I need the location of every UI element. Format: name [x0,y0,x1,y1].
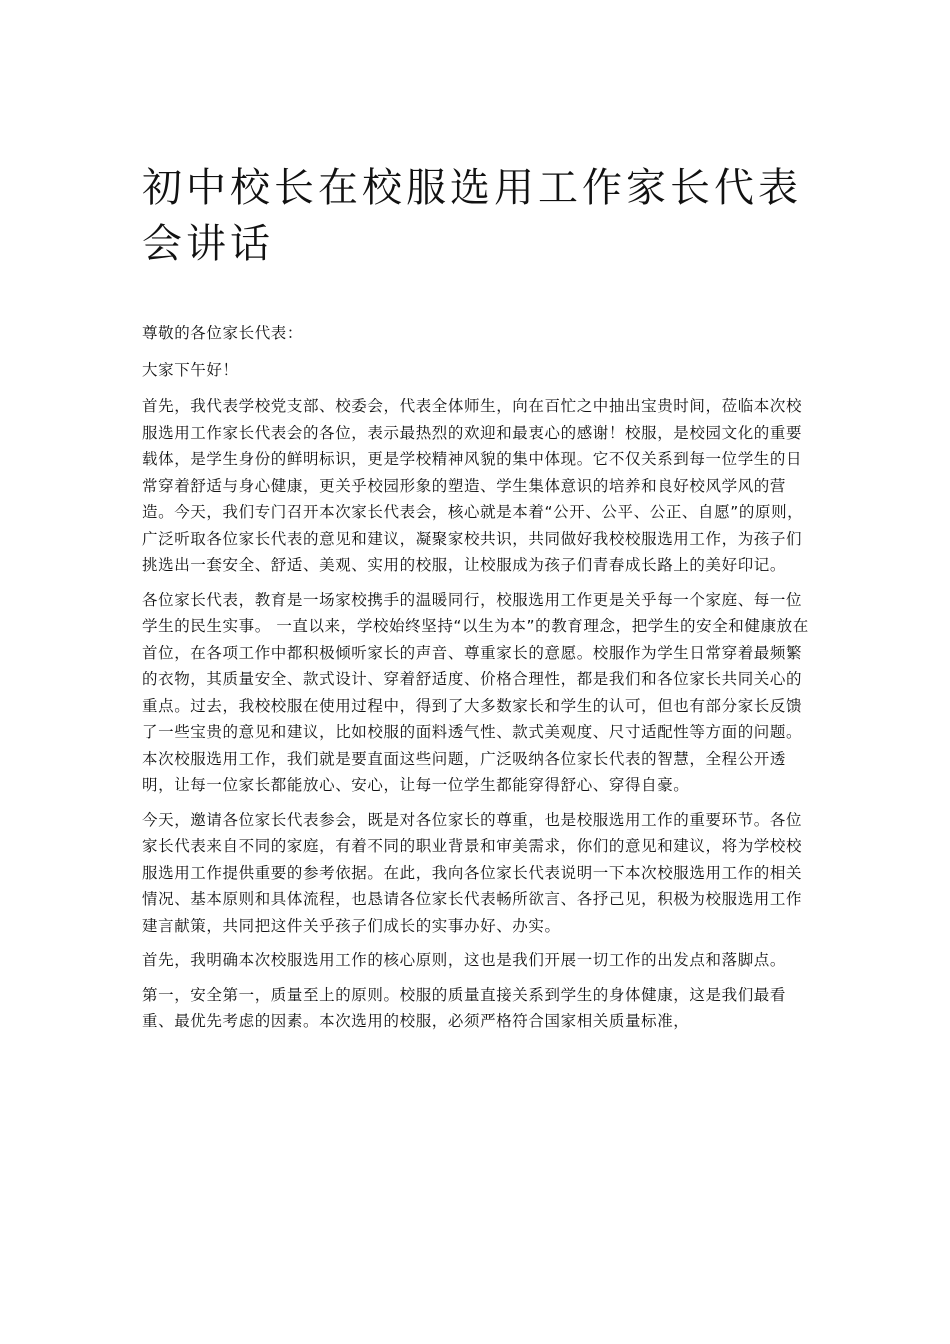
body-paragraph: 首先，我代表学校党支部、校委会，代表全体师生，向在百忙之中抽出宝贵时间，莅临本次校服选用工作家长代表会的各位，表示最热烈的欢迎和最衷心的感谢！校服，是校园文化的重要载体，是学生身份的鲜明标识，更是学校精神风貌的集中体现。它不仅关系到每一位学生的日常穿着舒适与身心健康，更关乎校园形象的塑造、学生集体意识的培养和良好校风学风的营造。今天，我们专门召开本次家长代表会，核心就是本着“公开、公平、公正、自愿”的原则，广泛听取各位家长代表的意见和建议，凝聚家校共识，共同做好我校校服选用工作，为孩子们挑选出一套安全、舒适、美观、实用的校服，让校服成为孩子们青春成长路上的美好印记。 [142,397,804,574]
document-body [142,320,814,1035]
document-title: 初中校长在校服选用工作家长代表会讲话 [142,165,802,267]
salutation: 尊敬的各位家长代表： [142,324,304,342]
document-content [142,160,814,1043]
body-paragraph: 第一，安全第一，质量至上的原则。校服的质量直接关系到学生的身体健康，这是我们最看重、最优先考虑的因素。本次选用的校服，必须严格符合国家相关质量标准， [142,985,787,1030]
body-paragraph: 今天，邀请各位家长代表参会，既是对各位家长的尊重，也是校服选用工作的重要环节。各位家长代表来自不同的家庭，有着不同的职业背景和审美需求，你们的意见和建议，将为学校校服选用工作提供重要的参考依据。在此，我向各位家长代表说明一下本次校服选用工作的相关情况、基本原则和具体流程，也恳请各位家长代表畅所欲言、各抒己见，积极为校服选用工作建言献策，共同把这件关乎孩子们成长的实事办好、办实。 [142,810,803,935]
body-paragraph: 各位家长代表，教育是一场家校携手的温暖同行，校服选用工作更是关乎每一个家庭、每一位学生的民生实事。 一直以来，学校始终坚持“以生为本”的教育理念，把学生的安全和健康放在首位，在各项工作中都积极倾听家长的声音、尊重家长的意愿。校服作为学生日常穿着最频繁的衣物，其质量安全、款式设计、穿着舒适度、价格合理性，都是我们和各位家长共同关心的重点。过去，我校校服在使用过程中，得到了大多数家长和学生的认可，但也有部分家长反馈了一些宝贵的意见和建议，比如校服的面料透气性、款式美观度、尺寸适配性等方面的问题。本次校服选用工作，我们就是要直面这些问题，广泛吸纳各位家长代表的智慧，全程公开透明，让每一位家长都能放心、安心，让每一位学生都能穿得舒心、穿得自豪。 [142,590,809,794]
greeting: 大家下午好！ [142,360,239,379]
body-paragraph: 首先，我明确本次校服选用工作的核心原则，这也是我们开展一切工作的出发点和落脚点。 [142,951,787,969]
